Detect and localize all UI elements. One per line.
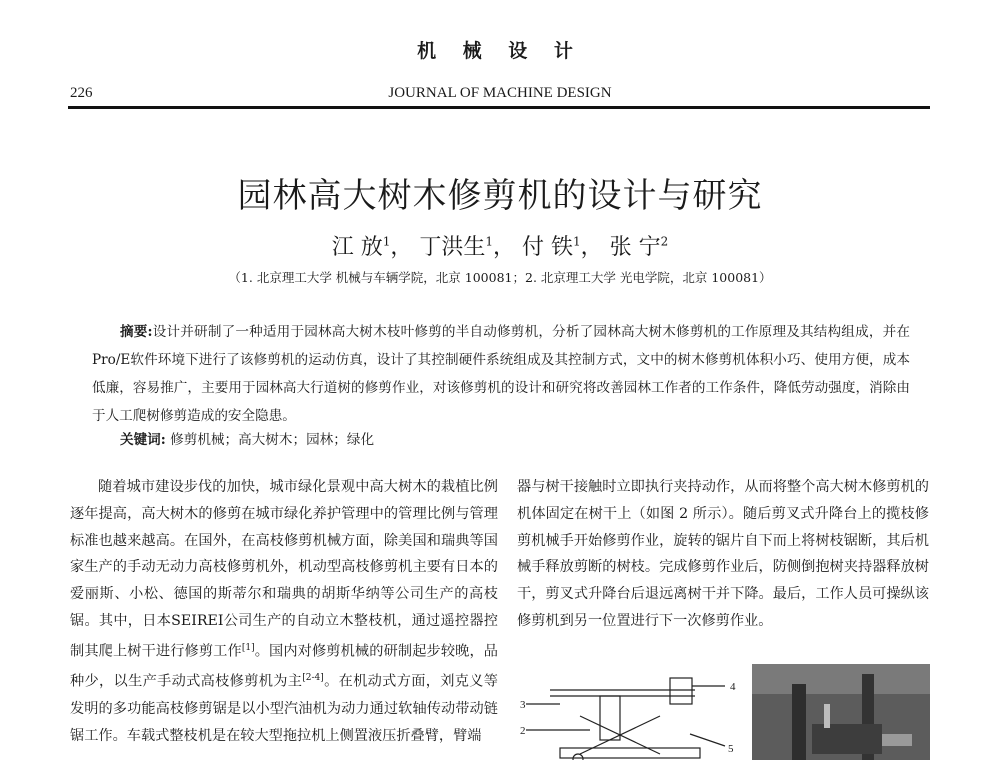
author-affil-mark: 1 — [382, 234, 391, 249]
schematic-wheel — [573, 754, 583, 760]
schematic-saw-head — [670, 678, 692, 704]
author-name: 张 宁 — [609, 235, 661, 260]
author-affil-mark: 1 — [485, 234, 493, 249]
abstract — [92, 318, 910, 430]
keywords-text: 修剪机械；高大树木；园林；绿化 — [170, 432, 375, 448]
author-name: 江 放 — [331, 235, 383, 260]
header-rule — [68, 106, 930, 109]
body-text: 器与树干接触时立即执行夹持动作，从而将整个高大树木修剪机的机体固定在树干上（如图 2 所示）。随后剪叉式升降台上的揽枝修剪机械手开始修剪作业，旋转的锯片自下而上将树枝锯断，其后机械手释放剪断的树枝。完成修剪作业后，防侧倒抱树夹持器释放树干，剪叉式升降台后退远离树干并下降。最后，工作人员可操纵该修剪机到另一位置进行下一次修剪作业。 — [517, 479, 929, 629]
figure-label: 3 — [520, 699, 526, 711]
author-name: 丁洪生 — [419, 235, 486, 260]
keywords-label: 关键词: — [120, 432, 166, 448]
journal-title-cn: 机 械 设 计 — [417, 40, 583, 62]
page-number: 226 — [70, 85, 93, 101]
body-column-left — [70, 474, 498, 749]
figure-photo — [752, 664, 930, 760]
author-affil-mark: 2 — [660, 234, 669, 249]
figure-label: 2 — [520, 725, 526, 737]
figure-label: 5 — [728, 743, 734, 755]
author-affil-mark: 1 — [573, 234, 581, 249]
abstract-text: 设计并研制了一种适用于园林高大树木枝叶修剪的半自动修剪机，分析了园林高大树木修剪机的工作原理及其结构组成，并在Pro/E软件环境下进行了该修剪机的运动仿真，设计了其控制硬件系统组成及其控制方式，文中的树木修剪机体积小巧、使用方便，成本低廉，容易推广，主要用于园林高大行道树的修剪作业，对该修剪机的设计和研究将改善园林工作者的工作条件，降低劳动强度，消除由于人工爬树修剪造成的安全隐患。 — [92, 324, 910, 424]
affiliations: （1. 北京理工大学 机械与车辆学院，北京 100081；2. 北京理工大学 光电学院，北京 100081） — [228, 270, 772, 285]
body-column-right — [517, 474, 929, 635]
paper-title: 园林高大树木修剪机的设计与研究 — [237, 176, 763, 216]
figure-schematic — [520, 664, 748, 760]
schematic-leader-line — [690, 734, 725, 746]
body-text: 。在机动式方面，刘克义等发明的多功能高枝修剪锯是以小型汽油机为动力通过软轴传动带动链锯工作。车载式整枝机是在较大型拖拉机上侧置液压折叠臂，臂端 — [70, 674, 498, 744]
figure-label: 4 — [730, 681, 736, 693]
citation-ref: [2-4] — [302, 673, 324, 684]
body-text: 随着城市建设步伐的加快，城市绿化景观中高大树木的栽植比例逐年提高，高大树木的修剪在城市绿化养护管理中的管理比例与管理标准也越来越高。在国外，在高枝修剪机械方面，除美国和瑞典等国家生产的手动无动力高枝修剪机外，机动型高枝修剪机主要有日本的爱丽斯、小松、德国的斯蒂尔和瑞典的胡斯华纳等公司生产的高枝锯。其中，日本SEIREI公司生产的自动立木整枝机，通过遥控器控制其爬上树干进行修剪工作 — [70, 479, 498, 660]
journal-title-en: JOURNAL OF MACHINE DESIGN — [388, 85, 612, 101]
body-text: 。国内对修剪机械的研制起步较晚，品种少，以生产手动式高枝修剪机为主 — [70, 643, 498, 691]
keywords — [120, 428, 374, 448]
author-list: 江 放$^1$， 丁洪生$^1$， 付 铁$^1$， 张 宁$^2$ — [331, 234, 669, 260]
citation-ref: [1] — [241, 642, 255, 653]
author-name: 付 铁 — [522, 235, 573, 260]
photo-image — [752, 664, 930, 760]
abstract-label: 摘要: — [120, 324, 153, 340]
